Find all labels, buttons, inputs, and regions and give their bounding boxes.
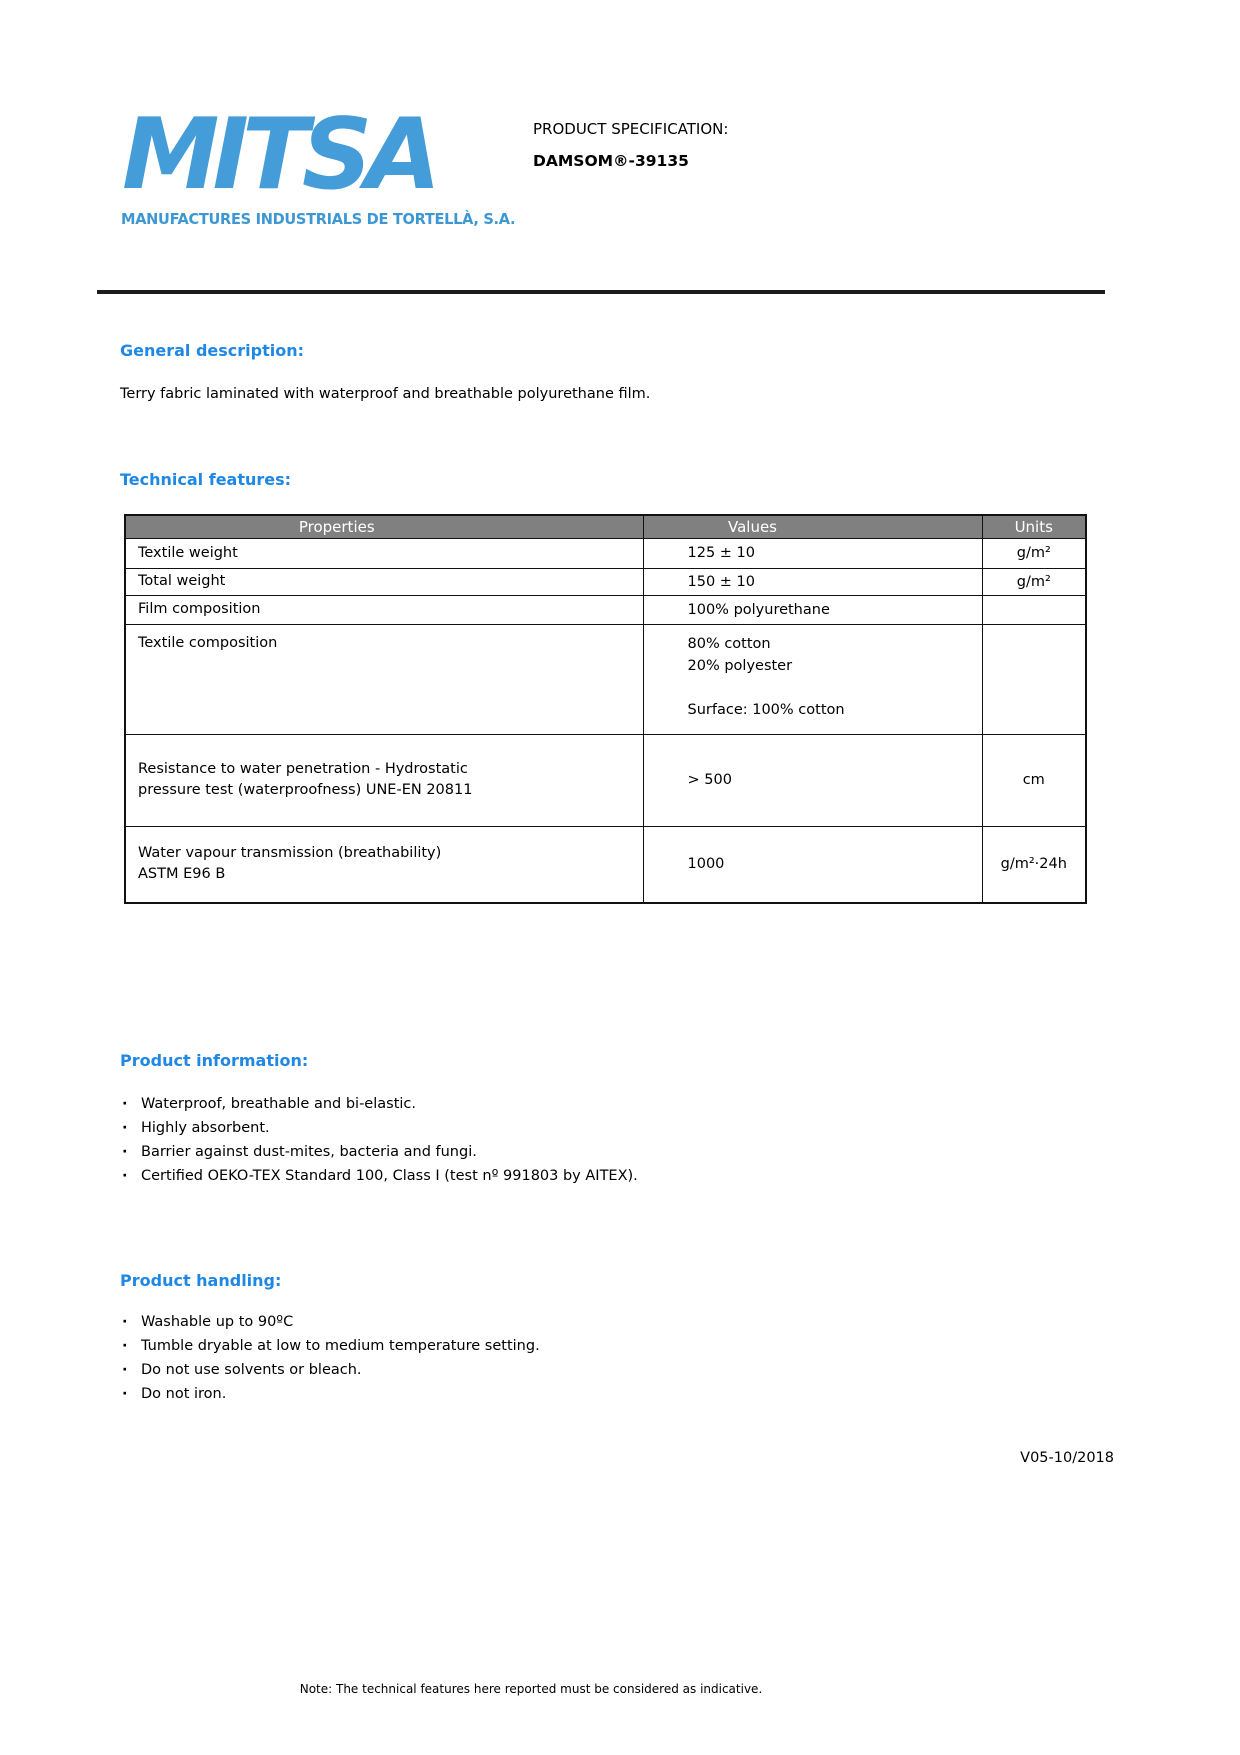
unit-cell: g/m² — [982, 538, 1086, 568]
column-header-properties: Properties — [125, 515, 643, 538]
property-line: Water vapour transmission (breathability) — [138, 845, 442, 862]
column-header-values: Values — [643, 515, 982, 538]
property-line: ASTM E96 B — [138, 866, 226, 883]
general-description-body: Terry fabric laminated with waterproof and breathable polyurethane film. — [120, 386, 651, 402]
property-cell: Textile composition — [125, 624, 643, 734]
property-cell: Total weight — [125, 568, 643, 595]
value-cell — [643, 624, 982, 734]
property-cell: Film composition — [125, 595, 643, 624]
unit-cell: g/m² — [982, 568, 1086, 595]
property-line: Resistance to water penetration - Hydrostatic — [138, 761, 468, 777]
property-cell: Textile weight — [125, 538, 643, 568]
unit-cell — [982, 595, 1086, 624]
list-item: · Washable up to 90ºC — [120, 1314, 540, 1331]
value-line: 20% polyester — [687, 657, 793, 674]
header-divider — [97, 290, 1105, 294]
technical-features-table — [124, 514, 1087, 904]
spec-label: PRODUCT SPECIFICATION: — [533, 120, 729, 138]
company-tagline: MANUFACTURES INDUSTRIALS DE TORTELLÀ, S.A. — [121, 210, 516, 228]
property-line: pressure test (waterproofness) UNE-EN 20811 — [138, 782, 473, 798]
table-row — [125, 568, 1086, 595]
unit-cell: g/m²·24h — [982, 826, 1086, 903]
property-cell — [125, 826, 643, 903]
footer-note: Note: The technical features here reported must be considered as indicative. — [299, 1682, 763, 1696]
product-information-heading: Product information: — [120, 1051, 309, 1070]
list-item: · Highly absorbent. — [120, 1120, 638, 1137]
property-cell — [125, 734, 643, 826]
value-line: 80% cotton — [687, 635, 771, 652]
table-row — [125, 826, 1086, 903]
list-item: · Barrier against dust-mites, bacteria and fungi. — [120, 1144, 638, 1161]
unit-cell: cm — [982, 734, 1086, 826]
general-description-heading: General description: — [120, 341, 305, 360]
table-header-row — [125, 515, 1086, 538]
value-cell: 125 ± 10 — [643, 538, 982, 568]
product-handling-heading: Product handling: — [120, 1271, 282, 1290]
list-item: · Waterproof, breathable and bi-elastic. — [120, 1096, 638, 1113]
value-cell: > 500 — [643, 734, 982, 826]
table-row — [125, 538, 1086, 568]
table-row — [125, 734, 1086, 826]
list-item: · Tumble dryable at low to medium temperature setting. — [120, 1338, 540, 1355]
column-header-units: Units — [982, 515, 1086, 538]
product-code: DAMSOM®-39135 — [533, 152, 689, 170]
product-information-list — [120, 1096, 638, 1192]
value-cell: 150 ± 10 — [643, 568, 982, 595]
list-item: · Certified OEKO-TEX Standard 100, Class I (test nº 991803 by AITEX). — [120, 1168, 638, 1185]
spec-header — [533, 119, 728, 170]
version-label: V05-10/2018 — [1020, 1450, 1114, 1466]
technical-features-heading: Technical features: — [120, 470, 292, 489]
table-row — [125, 624, 1086, 734]
list-item: · Do not iron. — [120, 1386, 540, 1403]
value-cell: 100% polyurethane — [643, 595, 982, 624]
company-logo: MITSA — [122, 98, 435, 212]
value-cell: 1000 — [643, 826, 982, 903]
unit-cell — [982, 624, 1086, 734]
table-row — [125, 595, 1086, 624]
product-handling-list — [120, 1314, 540, 1410]
list-item: · Do not use solvents or bleach. — [120, 1362, 540, 1379]
value-line: Surface: 100% cotton — [687, 701, 845, 718]
